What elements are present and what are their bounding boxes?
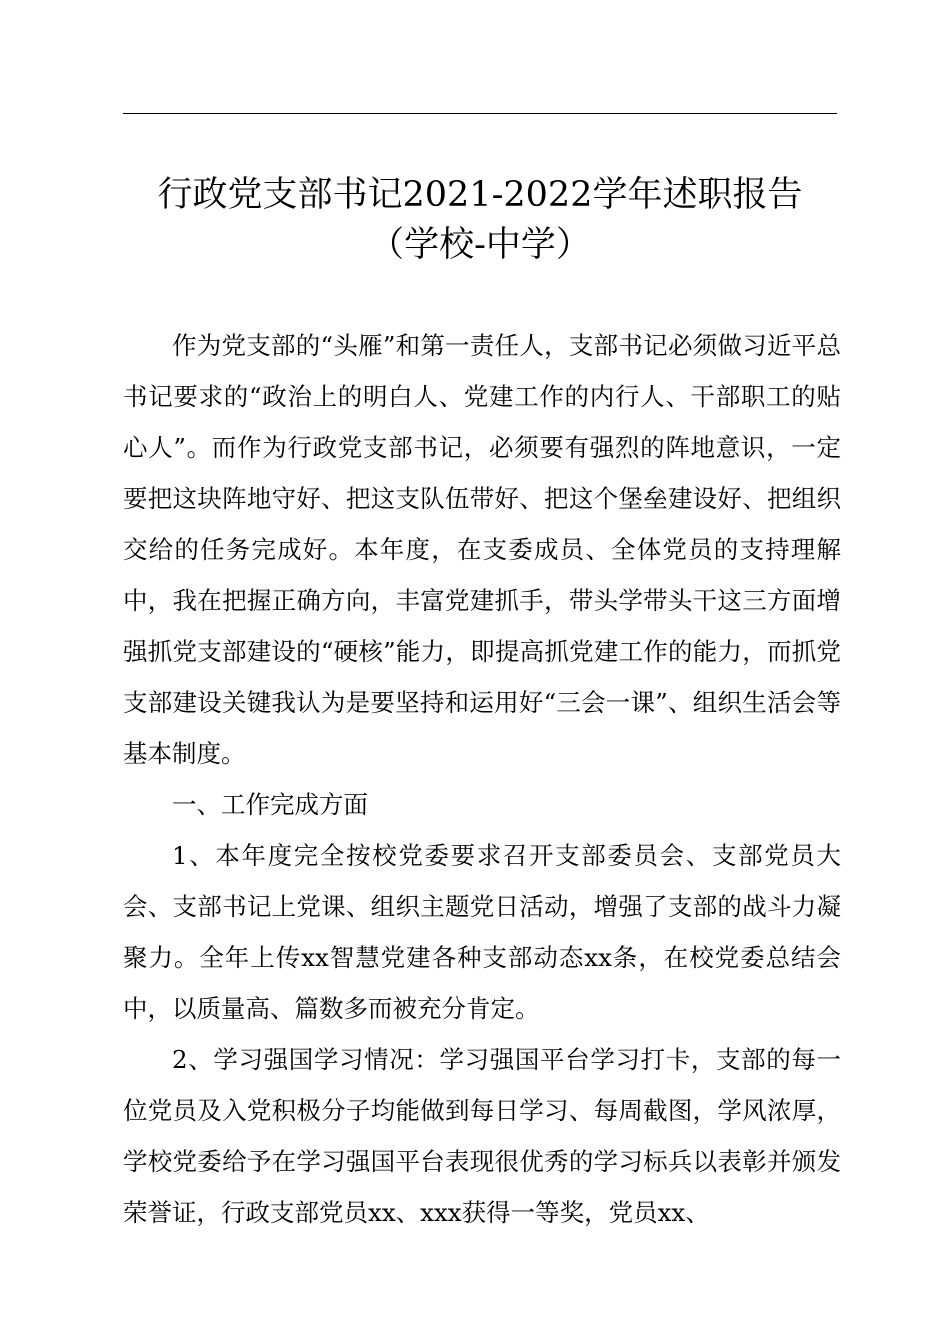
section-heading-work-completion: 一、工作完成方面 [172,790,368,819]
document-body [123,320,841,1238]
document-title: 行政党支部书记2021-2022学年述职报告（学校-中学） [157,175,803,265]
paragraph-item-1: 1、本年度完全按校党委要求召开支部委员会、支部党员大会、支部书记上党课、组织主题党日活动，增强了支部的战斗力凝聚力。全年上传xx智慧党建各种支部动态xx条，在校党委总结会中，以质量高、篇数多而被充分肯定。 [123,841,841,1023]
paragraph-item-2: 2、学习强国学习情况：学习强国平台学习打卡，支部的每一位党员及入党积极分子均能做到每日学习、每周截图，学风浓厚，学校党委给予在学习强国平台表现很优秀的学习标兵以表彰并颁发荣誉证，行政支部党员xx、xxx获得一等奖，党员xx、 [123,1045,841,1227]
header-rule [123,113,837,114]
paragraph-intro: 作为党支部的“头雁”和第一责任人，支部书记必须做习近平总书记要求的“政治上的明白人、党建工作的内行人、干部职工的贴心人”。而作为行政党支部书记，必须要有强烈的阵地意识，一定要把这块阵地守好、把这支队伍带好、把这个堡垒建设好、把组织交给的任务完成好。本年度，在支委成员、全体党员的支持理解中，我在把握正确方向，丰富党建抓手，带头学带头干这三方面增强抓党支部建设的“硬核”能力，即提高抓党建工作的能力，而抓党支部建设关键我认为是要坚持和运用好“三会一课”、组织生活会等基本制度。 [123,331,841,768]
